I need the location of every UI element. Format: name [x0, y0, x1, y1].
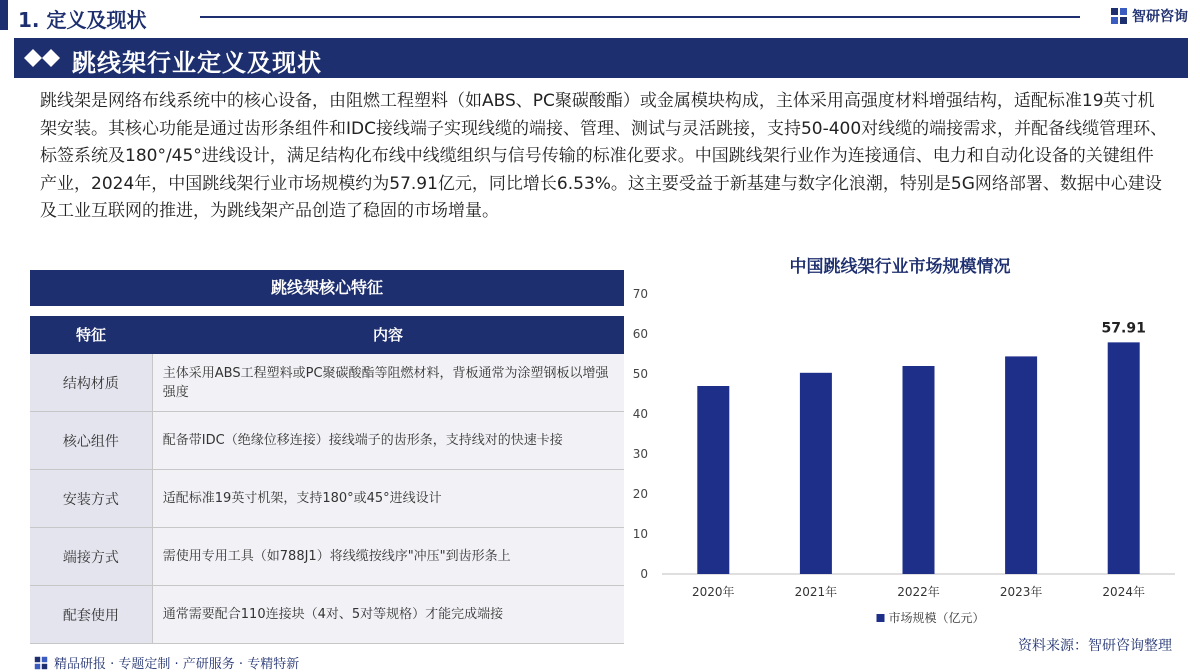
x-tick-label: 2024年: [1102, 585, 1145, 599]
row-feature: 配套使用: [30, 586, 153, 643]
brand-name: 智研咨询: [1132, 9, 1188, 25]
table-header-content: 内容: [372, 326, 403, 344]
brand-mark-icon: [34, 656, 48, 670]
section-banner: [14, 38, 1188, 78]
row-feature: 核心组件: [30, 412, 153, 469]
table-row: [30, 586, 624, 644]
intro-paragraph: 跳线架是网络布线系统中的核心设备，由阻燃工程塑料（如ABS、PC聚碳酸酯）或金属模块构成，主体采用高强度材料增强结构，适配标准19英寸机架安装。其核心功能是通过齿形条组件和IDC接线端子实现线缆的端接、管理、测试与灵活跳接，支持50-400对线缆的端接需求，并配备线缆管理环、标签系统及180°/45°进线设计，满足结构化布线中线缆组织与信号传输的标准化要求。中国跳线架行业作为连接通信、电力和自动化设备的关键组件产业，2024年，中国跳线架行业市场规模约为57.91亿元，同比增长6.53%。这主要受益于新基建与数字化浪潮，特别是5G网络部署、数据中心建设及工业互联网的推进，为跳线架产品创造了稳固的市场增量。: [40, 91, 1168, 221]
bar: [903, 366, 935, 574]
legend-label: 市场规模（亿元）: [888, 611, 985, 625]
row-content: 通常需要配合110连接块（4对、5对等规格）才能完成端接: [153, 586, 624, 643]
chart-title: 中国跳线架行业市场规模情况: [789, 257, 1011, 277]
brand-logo: [1110, 6, 1188, 26]
table-title: 跳线架核心特征: [30, 270, 624, 306]
table-header-feature: 特征: [75, 326, 106, 344]
footer-text: 精品研报 · 专题定制 · 产研服务 · 专精特新: [54, 657, 300, 672]
y-tick-label: 10: [632, 527, 648, 541]
footer: [34, 653, 299, 672]
x-tick-label: 2020年: [692, 585, 735, 599]
bar: [800, 373, 832, 574]
x-tick-label: 2021年: [794, 585, 838, 599]
row-feature: 结构材质: [30, 354, 153, 411]
table-row: [30, 528, 624, 586]
x-tick-label: 2023年: [999, 585, 1043, 599]
row-content: 主体采用ABS工程塑料或PC聚碳酸酯等阻燃材料，背板通常为涂塑钢板以增强强度: [153, 354, 624, 411]
y-tick-label: 20: [632, 487, 648, 501]
feature-table: [30, 270, 624, 644]
y-tick-label: 30: [632, 447, 648, 461]
legend-swatch: [877, 614, 885, 622]
bar: [1108, 342, 1140, 574]
table-row: [30, 354, 624, 412]
source-note: 资料来源：智研咨询整理: [1018, 638, 1172, 654]
row-feature: 安装方式: [30, 470, 153, 527]
header-divider: [200, 16, 1080, 18]
brand-mark-icon: [1110, 7, 1128, 25]
top-header: [0, 0, 1200, 34]
banner-title: 跳线架行业定义及现状: [72, 49, 322, 77]
market-size-chart: [620, 278, 1180, 638]
row-content: 配备带IDC（绝缘位移连接）接线端子的齿形条，支持线对的快速卡接: [153, 412, 624, 469]
y-tick-label: 0: [640, 567, 648, 581]
y-tick-label: 70: [632, 287, 648, 301]
x-tick-label: 2022年: [897, 585, 940, 599]
y-tick-label: 60: [632, 327, 648, 341]
table-row: [30, 412, 624, 470]
data-label: 57.91: [1101, 320, 1146, 337]
y-tick-label: 40: [632, 407, 648, 421]
bar: [1005, 356, 1037, 574]
row-feature: 端接方式: [30, 528, 153, 585]
row-content: 需使用专用工具（如788J1）将线缆按线序"冲压"到齿形条上: [153, 528, 624, 585]
y-tick-label: 50: [632, 367, 648, 381]
diamond-icon: [24, 49, 64, 67]
section-title: 1. 定义及现状: [18, 8, 147, 32]
header-accent-bar: [0, 0, 8, 30]
row-content: 适配标准19英寸机架，支持180°或45°进线设计: [153, 470, 624, 527]
table-header-row: [30, 316, 624, 354]
bar: [697, 386, 729, 574]
table-row: [30, 470, 624, 528]
